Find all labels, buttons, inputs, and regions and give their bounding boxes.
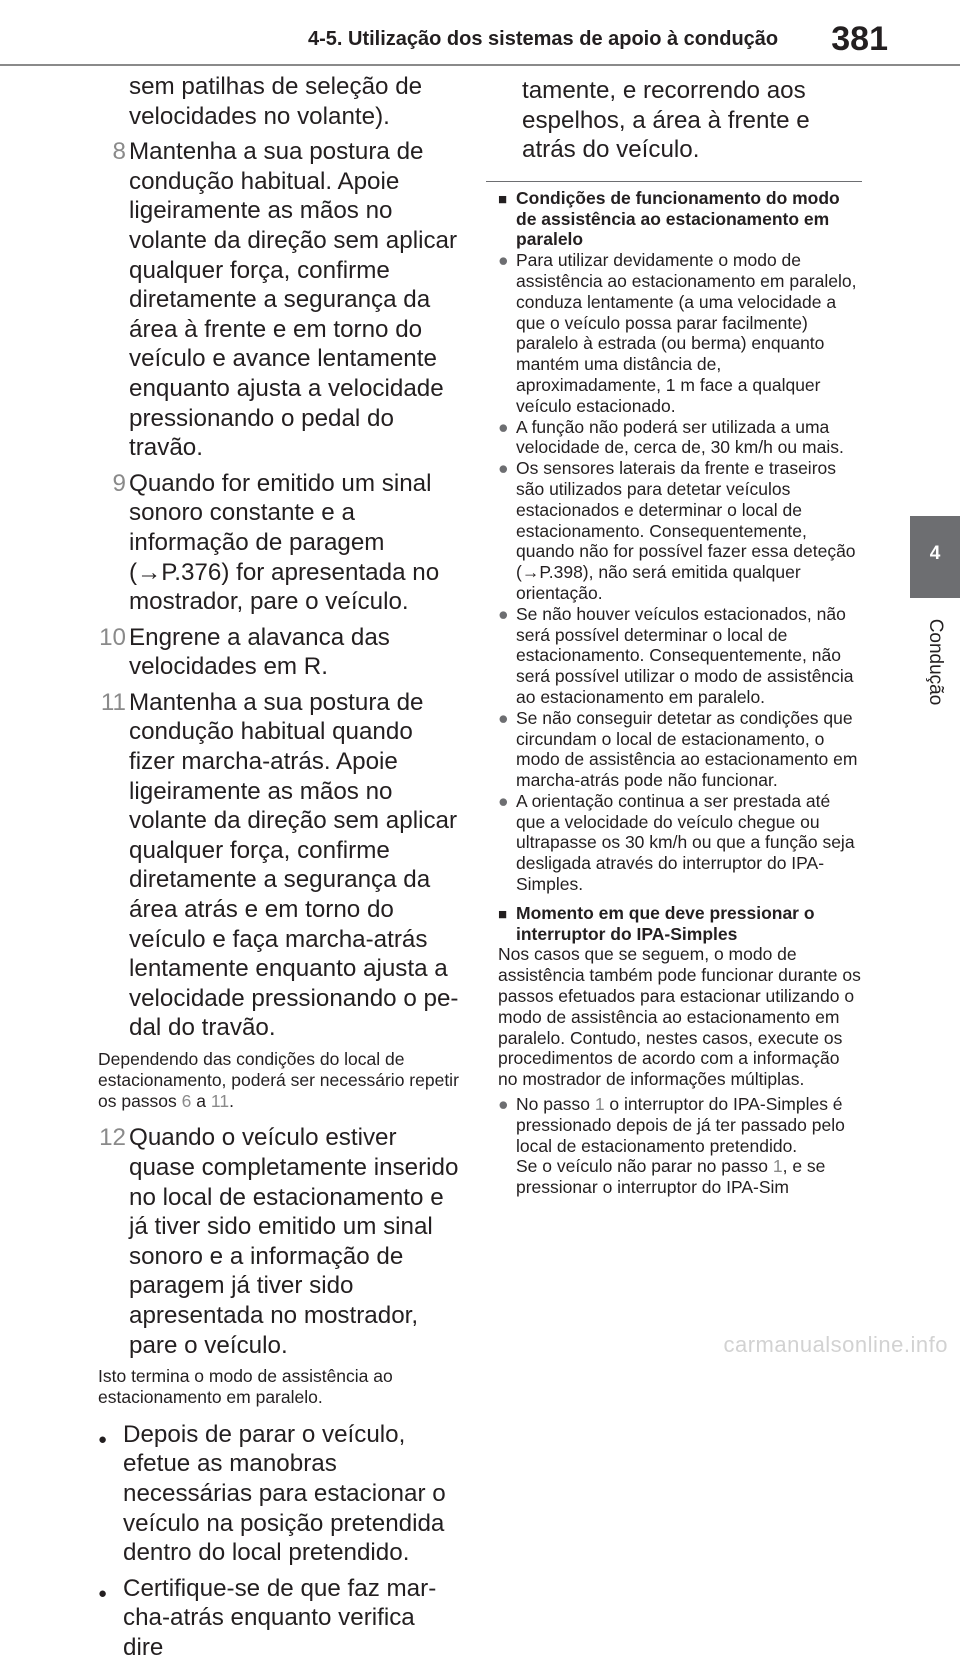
bullet-dot-icon: ● (498, 458, 509, 479)
bullet-dot-icon: ● (498, 707, 509, 728)
note-text: Dependendo das condições do local de estacionamento, poderá ser necessário repetir os passos (98, 1049, 459, 1111)
step-ref: 1 (772, 1156, 783, 1177)
text: , e se pressionar o interruptor do IPA-Sim (516, 1156, 826, 1198)
list-item (498, 604, 862, 708)
section-heading (498, 903, 862, 945)
bullet-dot-icon: ● (498, 1094, 509, 1115)
step-ref: 11 (210, 1090, 230, 1111)
bullet-dot-icon: ● (498, 250, 509, 271)
section-switch-timing (498, 903, 862, 1198)
intro-continuation: sem patilhas de seleção de velocidades no volante). (129, 73, 423, 130)
step-number: 10 (99, 623, 126, 651)
list-item-text: A função não poderá ser utilizada a uma velocidade de, cerca de, 30 km/h ou mais. (516, 416, 844, 458)
right-column (498, 76, 862, 1198)
list-item (498, 250, 862, 416)
note-text: a (196, 1090, 207, 1111)
list-item (498, 791, 862, 895)
list-item (498, 1094, 862, 1198)
section-divider (486, 181, 862, 182)
list-item (498, 458, 862, 604)
list-item-text: Para utilizar devidamente o modo de assistência ao estacionamento em paralelo, conduza lentamente (a uma velocidade a que o veículo possa parar facilmente) paralelo à estrada (ou berma) enquanto mantém uma distância de, aproximadamente, 1 m face a qualquer veículo estacionado. (516, 250, 857, 416)
step-text: Quando for emitido um sinal sonoro constante e a informação de paragem (→P.376) for apresentada no mostrador, pare o veículo. (129, 469, 440, 616)
step-number: 9 (112, 469, 126, 497)
list-item (498, 417, 862, 459)
section-paragraph: Nos casos que se seguem, o modo de assistência também pode funcionar durante os passos efetuados para estacionar utilizando o modo de assistência ao estacionamento em paralelo. Contudo, nestes casos, execute os procedimentos de acordo com a informação no mostrador de informações múltiplas. (498, 944, 861, 1090)
left-column (98, 72, 460, 1662)
list-item-text: A orientação continua a ser prestada até que a velocidade do veículo chegue ou ultrapasse os 30 km/h ou que a função seja desligada através do interruptor do IPA-Simples. (516, 790, 855, 895)
side-tab-label: Condução (925, 618, 946, 706)
step-number: 12 (99, 1124, 126, 1152)
note-repeat-steps (98, 1049, 460, 1111)
watermark: carmanualsonline.info (723, 1332, 948, 1357)
chapter-title: 4-5. Utilização dos sistemas de apoio à condução (308, 28, 779, 50)
list-item-text: Certifique-se de que faz marcha-atrás enquanto verifica dire (123, 1574, 437, 1661)
step-10 (98, 623, 460, 682)
step-ref: 6 (181, 1090, 192, 1111)
text: Se o veículo não parar no passo (516, 1156, 768, 1177)
list-item (498, 708, 862, 791)
bullet-dot-icon: ● (498, 416, 509, 437)
step-text: Mantenha a sua postura de condução habitual. Apoie ligeiramente as mãos no volante da direção sem aplicar qualquer força, confirme diretamente a segurança da área à frente e em torno do veículo e avance lentamente enquanto ajusta a velocidade pressionando o pedal do travão. (129, 138, 458, 462)
step-number: 11 (100, 688, 126, 716)
square-bullet-icon: ■ (498, 905, 508, 923)
step-11 (98, 688, 460, 1043)
section-heading (498, 188, 862, 250)
step-ref: 1 (594, 1094, 605, 1115)
list-item-text: Se não houver veículos estacionados, não será possível determinar o local de estacionamento. Consequentemente, não será possível utilizar o modo de assistência ao estacionamento em paralelo. (516, 603, 854, 707)
text: o interruptor do IPA-Simples é pressionado depois de já ter passado pelo local de estacionamento pretendido. (516, 1094, 845, 1156)
bullet-dot-icon: ● (98, 1430, 108, 1448)
bullet-dot-icon: ● (498, 603, 509, 624)
list-item-text (516, 1094, 862, 1198)
square-bullet-icon: ■ (498, 190, 508, 208)
bullet-dot-icon: ● (498, 790, 509, 811)
list-item (98, 1574, 460, 1662)
text: No passo (516, 1094, 590, 1115)
step-9 (98, 469, 460, 617)
page-number: 381 (831, 20, 888, 58)
continuation-text: tamente, e recorrendo aos espelhos, a área à frente e atrás do veículo. (522, 77, 810, 164)
note-text: . (229, 1090, 234, 1111)
list-item-text: Os sensores laterais da frente e traseiros são utilizados para detetar veículos estacionados e determinar o local de estacionamento. Consequentemente, quando não for possível fazer essa deteção (→P.398), não será emitida qualquer orientação. (516, 458, 856, 603)
step-number: 8 (112, 138, 126, 166)
step-text: Mantenha a sua postura de condução habitual quando fizer marcha-atrás. Apoie ligeiramente as mãos no volante da direção sem aplicar qualquer força, confirme diretamente a segurança da área atrás e em torno do veículo e faça marcha-atrás lentamente enquanto ajusta a velocidade pressionando o pedal do travão. (129, 688, 459, 1042)
note-mode-end: Isto termina o modo de assistência ao estacionamento em paralelo. (98, 1366, 393, 1407)
section-operating-conditions (498, 188, 862, 895)
list-item (98, 1420, 460, 1568)
section-heading-text: Condições de funcionamento do modo de assistência ao estacionamento em paralelo (516, 187, 840, 250)
section-heading-text: Momento em que deve pressionar o interruptor do IPA-Simples (516, 902, 815, 944)
list-item-text: Se não conseguir detetar as condições que circundam o local de estacionamento, o modo de assistência ao estacionamento em marcha-atrás pode não funcionar. (516, 707, 858, 791)
bullet-dot-icon: ● (98, 1584, 108, 1602)
step-12 (98, 1123, 460, 1360)
header-rule (0, 64, 960, 66)
step-text: Quando o veículo estiver quase completamente inserido no local de estacionamento e já tiver sido emitido um sinal sonoro e a informação de paragem já tiver sido apresentada no mostrador, pare o veículo. (129, 1124, 459, 1359)
step-text: Engrene a alavanca das velocidades em R. (129, 623, 390, 681)
step-8 (98, 137, 460, 463)
list-item-text: Depois de parar o veículo, efetue as manobras necessárias para estacionar o veículo na posição pretendida dentro do local pretendido. (123, 1420, 446, 1567)
side-tab-number: 4 (929, 543, 941, 564)
